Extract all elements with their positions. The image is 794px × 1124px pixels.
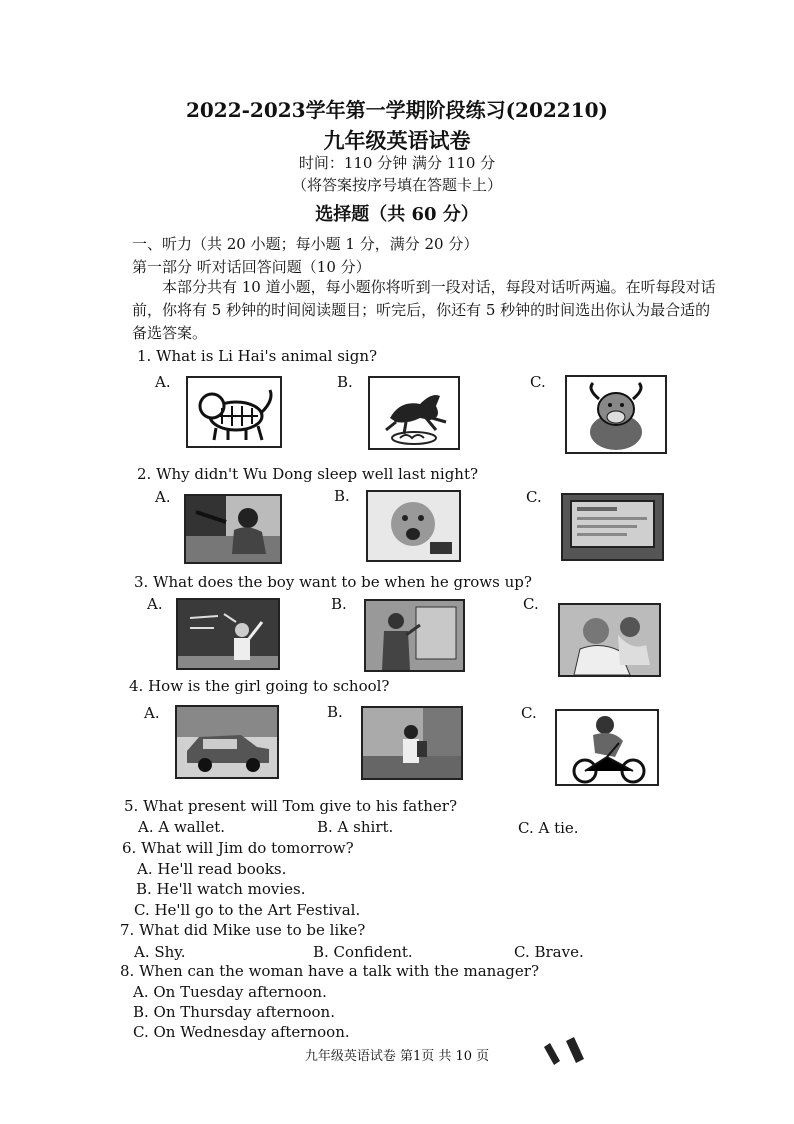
q7-option-a: A. Shy. [134,943,186,961]
doctor-with-patient-image [558,603,661,677]
q1-label-a: A. [155,373,171,391]
listening-heading: 一、听力（共 20 小题；每小题 1 分，满分 20 分） [132,235,479,253]
tiger-papercut-image [186,376,282,448]
q4-label-a: A. [144,704,160,722]
q6-option-a: A. He'll read books. [137,860,287,878]
teacher-blackboard-image [176,598,280,670]
part1-heading: 第一部分 听对话回答问题（10 分） [132,258,371,276]
q1-label-c: C. [530,373,546,391]
section-title: 选择题（共 60 分） [315,204,479,225]
page-footer: 九年级英语试卷 第1页 共 10 页 [304,1049,490,1064]
walking-image [361,706,463,780]
q6-option-c: C. He'll go to the Art Festival. [134,901,361,919]
q7-option-c: C. Brave. [514,943,584,961]
q8-option-a: A. On Tuesday afternoon. [133,983,327,1001]
studying-at-desk-image [184,494,282,564]
question-3: 3. What does the boy want to be when he grows up? [134,573,532,591]
scan-mark-icon [540,1035,590,1071]
question-8: 8. When can the woman have a talk with the manager? [120,962,539,980]
instructions: 本部分共有 10 道小题，每小题你将听到一段对话，每段对话听两遍。在听每段对话前，你将有 5 秒钟的时间阅读题目；听完后，你还有 5 秒钟的时间选出你认为最合适的备选答案。 [132,278,716,342]
question-5: 5. What present will Tom give to his father? [124,797,457,815]
q3-label-b: B. [331,595,347,613]
q8-option-b: B. On Thursday afternoon. [133,1003,335,1021]
q2-label-a: A. [155,488,171,506]
q5-option-b: B. A shirt. [317,818,394,836]
question-6: 6. What will Jim do tomorrow? [122,839,354,857]
q6-option-b: B. He'll watch movies. [136,880,306,898]
q5-option-a: A. A wallet. [138,818,226,836]
q8-option-c: C. On Wednesday afternoon. [133,1023,350,1041]
ox-cartoon-image [565,375,667,454]
answer-note: （将答案按序号填在答题卡上） [291,176,502,194]
question-1: 1. What is Li Hai's animal sign? [137,347,378,365]
q4-label-b: B. [327,703,343,721]
car-image [175,705,279,779]
q3-label-a: A. [147,595,163,613]
q5-option-c: C. A tie. [518,819,579,837]
time-info: 时间：110 分钟 满分 110 分 [298,154,496,172]
exam-title: 2022-2023学年第一学期阶段练习(202210) [185,98,609,122]
riding-bike-image [555,709,659,786]
q4-label-c: C. [521,704,537,722]
question-7: 7. What did Mike use to be like? [120,921,366,939]
q1-label-b: B. [337,373,353,391]
computer-screen-image [561,493,664,561]
q2-label-c: C. [526,488,542,506]
exam-subtitle: 九年级英语试卷 [323,128,471,153]
q3-label-c: C. [523,595,539,613]
q7-option-b: B. Confident. [313,943,413,961]
question-2: 2. Why didn't Wu Dong sleep well last night? [137,465,479,483]
q2-label-b: B. [334,487,350,505]
horse-papercut-image [368,376,460,450]
question-4: 4. How is the girl going to school? [129,677,390,695]
crying-baby-image [366,490,461,562]
painter-at-easel-image [364,599,465,672]
